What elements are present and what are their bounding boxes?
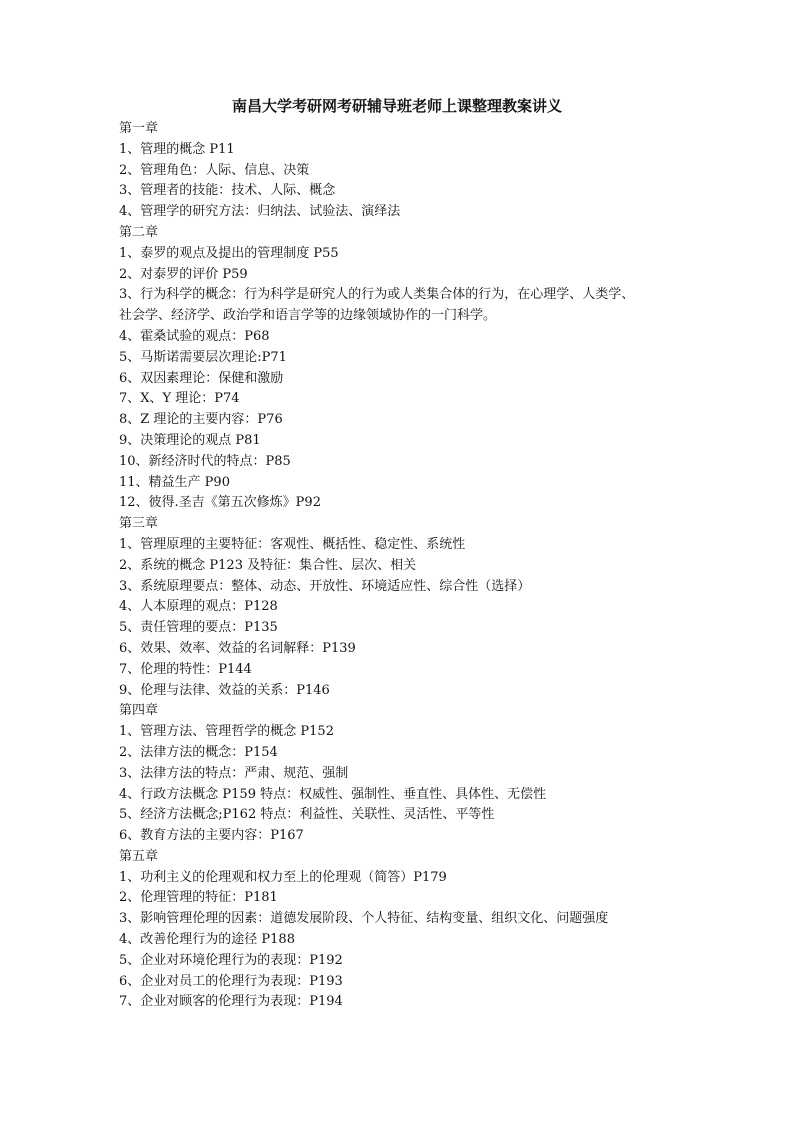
list-item-continuation: 社会学、经济学、政治学和语言学等的边缘领域协作的一门科学。 [119,308,497,324]
chapter-heading: 第一章 [119,121,159,136]
list-item: 5、马斯诺需要层次理论:P71 [119,349,287,365]
list-item: 1、泰罗的观点及提出的管理制度 P55 [119,245,339,261]
list-item: 10、新经济时代的特点：P85 [119,453,291,469]
list-item: 3、行为科学的概念：行为科学是研究人的行为或人类集合体的行为，在心理学、人类学、 [119,287,635,303]
list-item: 4、行政方法概念 P159 特点：权威性、强制性、垂直性、具体性、无偿性 [119,786,547,802]
list-item: 1、功利主义的伦理观和权力至上的伦理观（简答）P179 [119,869,447,885]
list-item: 4、人本原理的观点：P128 [119,599,278,615]
list-item: 4、改善伦理行为的途径 P188 [119,932,295,948]
chapter-heading: 第二章 [119,224,159,240]
list-item: 3、影响管理伦理的因素：道德发展阶段、个人特征、结构变量、组织文化、问题强度 [119,911,609,927]
list-item: 6、双因素理论：保健和激励 [119,370,284,386]
list-item: 12、彼得.圣吉《第五次修炼》P92 [119,495,321,511]
list-item: 7、企业对顾客的伦理行为表现：P194 [119,994,343,1010]
list-item: 2、对泰罗的评价 P59 [119,266,248,282]
list-item: 4、管理学的研究方法：归纳法、试验法、演绎法 [119,204,401,220]
list-item: 1、管理方法、管理哲学的概念 P152 [119,724,334,740]
list-item: 6、教育方法的主要内容：P167 [119,828,304,844]
list-item: 6、效果、效率、效益的名词解释：P139 [119,640,356,656]
list-item: 2、法律方法的概念：P154 [119,744,278,760]
list-item: 7、伦理的特性：P144 [119,661,252,677]
list-item: 5、经济方法概念;P162 特点：利益性、关联性、灵活性、平等性 [119,807,495,823]
list-item: 7、X、Y 理论：P74 [119,391,240,407]
document-body [119,119,679,1013]
list-item: 2、系统的概念 P123 及特征：集合性、层次、相关 [119,557,417,573]
list-item: 1、管理原理的主要特征：客观性、概括性、稳定性、系统性 [119,536,466,552]
list-item: 11、精益生产 P90 [119,474,230,490]
list-item: 8、Z 理论的主要内容：P76 [119,412,283,428]
list-item: 3、法律方法的特点：严肃、规范、强制 [119,765,349,781]
list-item: 9、决策理论的观点 P81 [119,432,261,448]
list-item: 1、管理的概念 P11 [119,141,235,157]
list-item: 9、伦理与法律、效益的关系：P146 [119,682,330,698]
list-item: 5、企业对环境伦理行为的表现：P192 [119,952,343,968]
list-item: 3、管理者的技能：技术、人际、概念 [119,183,336,199]
list-item: 2、管理角色：人际、信息、决策 [119,162,310,178]
list-item: 4、霍桑试验的观点：P68 [119,328,270,344]
list-item: 6、企业对员工的伦理行为表现：P193 [119,973,343,989]
list-item: 5、责任管理的要点：P135 [119,620,278,636]
chapter-heading: 第四章 [119,703,159,719]
chapter-heading: 第五章 [119,848,159,864]
list-item: 2、伦理管理的特征：P181 [119,890,278,906]
document-title: 南昌大学考研网考研辅导班老师上课整理教案讲义 [231,97,562,115]
list-item: 3、系统原理要点：整体、动态、开放性、环境适应性、综合性（选择） [119,578,531,594]
chapter-heading: 第三章 [119,516,159,532]
